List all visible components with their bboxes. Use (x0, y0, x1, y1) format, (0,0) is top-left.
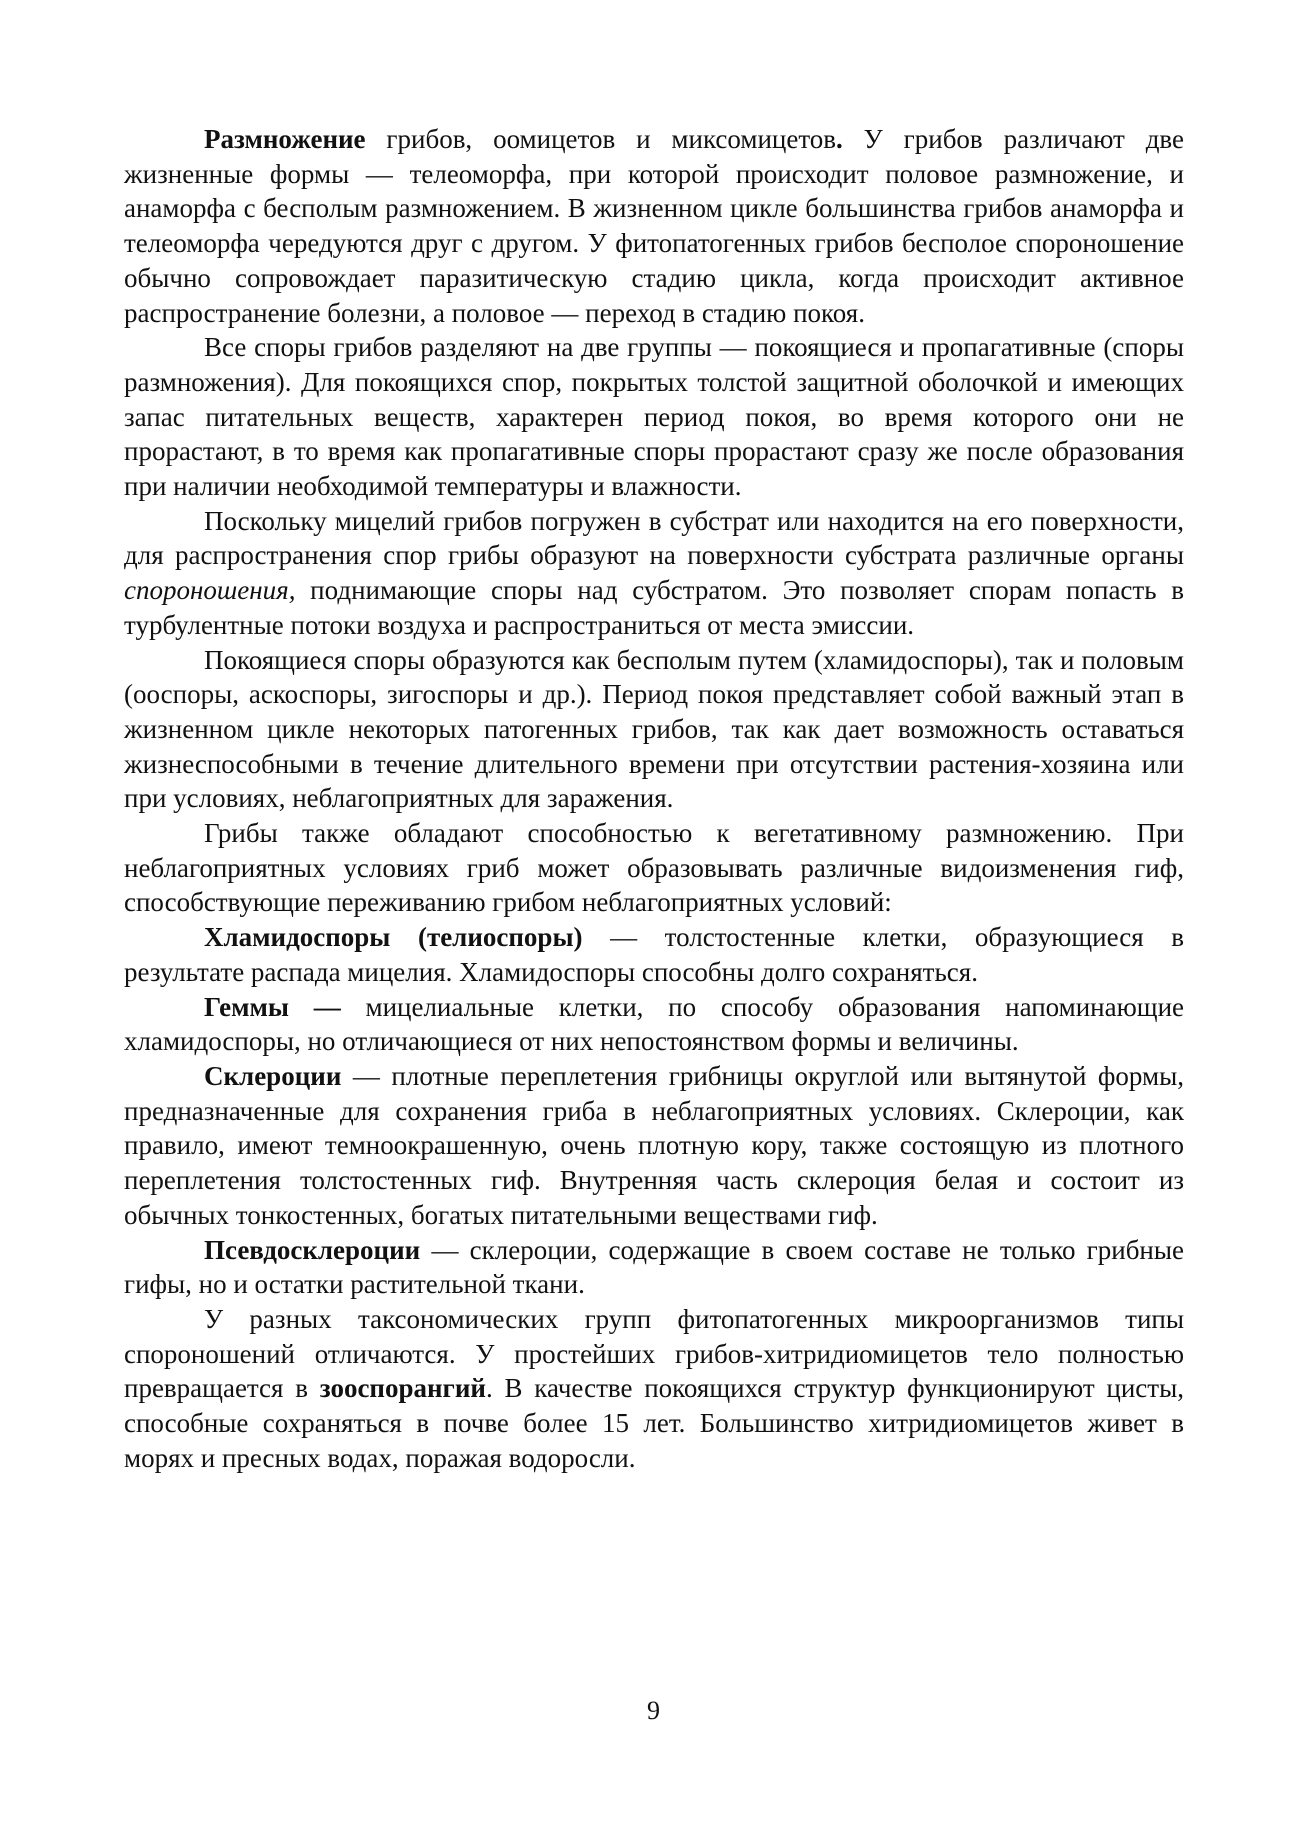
text-segment: — плотные переплетения грибницы округлой или вытянутой формы, предназначенные для сохранения гриба в неблагоприятных условиях. Склероции, как правило, имеют темноокрашенную, очень плотную кору, также состоящую из плотного переплетения толстостенных гиф. Внутренняя часть склероция белая и состоит из обычных тонкостенных, богатых питательными веществами гиф. (124, 1060, 1184, 1230)
paragraph-resting-spores (124, 643, 1184, 817)
text-segment: Грибы также обладают способностью к вегетативному размножению. При неблагоприятных условиях гриб может образовывать различные видоизменения гиф, способствующие переживанию грибом неблагоприятных условий: (124, 818, 1184, 918)
term-sporulation: спороношения, (124, 575, 296, 606)
paragraph-pseudosclerotia (124, 1233, 1184, 1302)
text-segment: Все споры грибов разделяют на две группы — покоящиеся и пропагативные (споры размножения). Для покоящихся спор, покрытых толстой защитной оболочкой и имеющих запас питательных веществ, характерен период покоя, во время которого они не прорастают, в то время как пропагативные споры прорастают сразу же после образования при наличии необходимой температуры и влажности. (124, 332, 1184, 502)
body-text (124, 122, 1184, 1475)
paragraph-gemmae (124, 990, 1184, 1059)
term-zoosporangium: зооспорангий (319, 1373, 486, 1404)
paragraph-spore-groups (124, 330, 1184, 504)
text-segment: Поскольку мицелий грибов погружен в субстрат или находится на его поверхности, для распространения спор грибы образуют на поверхности субстрата различные органы (124, 505, 1184, 571)
page-number: 9 (647, 1696, 660, 1725)
paragraph-taxonomic-groups (124, 1302, 1184, 1476)
paragraph-chlamydospores (124, 920, 1184, 989)
paragraph-reproduction (124, 122, 1184, 330)
term-pseudosclerotia: Псевдосклероции (204, 1234, 421, 1265)
text-segment: У разных таксономических групп фитопатогенных микроорганизмов типы спороношений отличаются. У простейших грибов-хитридиомицетов тело полностью превращается в (124, 1303, 1184, 1404)
text-segment: — склероции, содержащие в своем составе не только грибные гифы, но и остатки растительной ткани. (124, 1234, 1184, 1300)
text-segment: . В качестве покоящихся структур функционируют цисты, способные сохраняться в почве более 15 лет. Большинство хитридиомицетов живет в морях и пресных водах, поражая водоросли. (124, 1373, 1184, 1473)
text-segment: поднимающие споры над субстратом. Это позволяет спорам попасть в турбулентные потоки воздуха и распространиться от места эмиссии. (124, 575, 1184, 640)
text-segment: грибов, оомицетов и миксомицетов (365, 124, 837, 154)
text-segment: У грибов различают две жизненные формы — телеоморфа, при которой происходит половое размножение, и анаморфа с бесполым размножением. В жизненном цикле большинства грибов анаморфа и телеоморфа чередуются друг с другом. У фитопатогенных грибов бесполое спороношение обычно сопровождает паразитическую стадию цикла, когда происходит активное распространение болезни, а половое — переход в стадию покоя. (124, 124, 1185, 328)
paragraph-sporulation-organs (124, 504, 1184, 643)
bold-period: . (836, 124, 843, 154)
text-segment: Покоящиеся споры образуются как бесполым путем (хламидоспоры), так и половым (ооспоры, аскоспоры, зигоспоры и др.). Период покоя представляет собой важный этап в жизненном цикле некоторых патогенных грибов, так как дает возможность оставаться жизнеспособными в течение длительного времени при отсутствии растения-хозяина или при условиях, неблагоприятных для заражения. (124, 644, 1184, 814)
paragraph-sclerotia (124, 1059, 1184, 1233)
text-segment: — толстостенные клетки, образующиеся в результате распада мицелия. Хламидоспоры способны долго сохраняться. (124, 922, 1184, 987)
term-gemmae: Геммы — (204, 991, 341, 1022)
term-sclerotia: Склероции (204, 1060, 342, 1091)
text-segment: мицелиальные клетки, по способу образования напоминающие хламидоспоры, но отличающиеся от них непостоянством формы и величины. (124, 991, 1184, 1057)
term-reproduction: Размножение (204, 124, 366, 154)
paragraph-vegetative-reproduction (124, 816, 1184, 920)
term-chlamydospores: Хламидоспоры (телиоспоры) (204, 922, 583, 953)
